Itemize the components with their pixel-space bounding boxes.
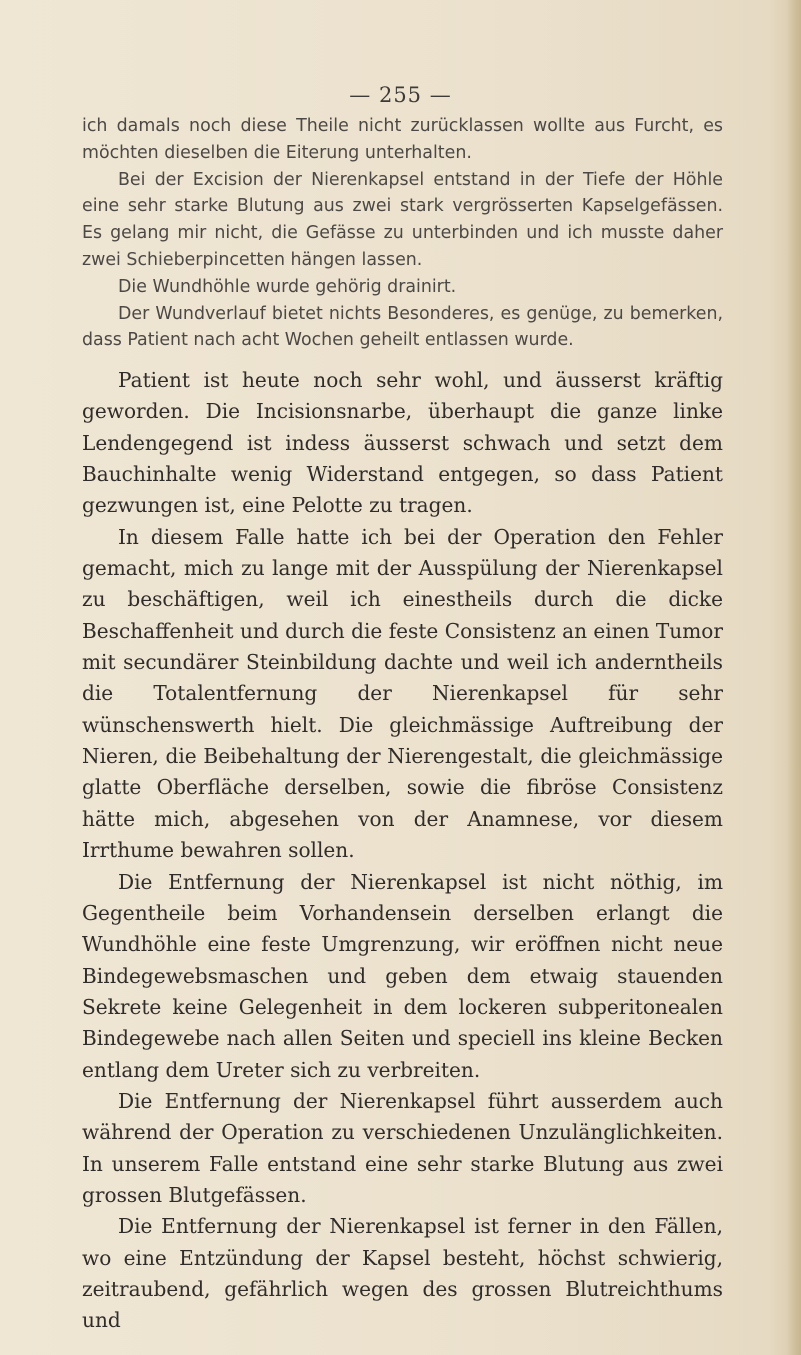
main-text-section	[82, 365, 723, 1337]
paragraph-continuation: ich damals noch diese Theile nicht zurücklassen wollte aus Furcht, es möchten dieselben die Eiterung unterhalten.	[82, 116, 723, 163]
paragraph-capsel-removal-problems: Die Entfernung der Nierenkapsel führt ausserdem auch während der Operation zu verschiedenen Unzulänglichkeiten. In unserem Falle entstand eine sehr starke Blutung aus zwei grossen Blutgefässen.	[82, 1088, 723, 1207]
paragraph-drainage: Die Wundhöhle wurde gehörig drainirt.	[118, 276, 457, 297]
paragraph-capsel-removal-inflammation: Die Entfernung der Nierenkapsel ist ferner in den Fällen, wo eine Entzündung der Kapsel besteht, höchst schwierig, zeitraubend, gefährlich wegen des grossen Blutreichthums und	[82, 1214, 723, 1333]
paragraph-excision-bleeding: Bei der Excision der Nierenkapsel entstand in der Tiefe der Höhle eine sehr starke Blutung aus zwei stark vergrösserten Kapselgefässen. Es gelang mir nicht, die Gefässe zu unterbinden und ich musste daher zwei Schieberpincetten hängen lassen.	[82, 169, 723, 270]
page-number: — 255 —	[349, 83, 452, 107]
paragraph-patient-status: Patient ist heute noch sehr wohl, und äusserst kräftig geworden. Die Incisionsnarbe, überhaupt die ganze linke Lendengegend ist indess äusserst schwach und setzt dem Bauchinhalte wenig Widerstand entgegen, so dass Patient gezwungen ist, eine Pelotte zu tragen.	[82, 368, 723, 518]
paragraph-capsel-removal-unnecessary: Die Entfernung der Nierenkapsel ist nicht nöthig, im Gegentheile beim Vorhandensein derselben erlangt die Wundhöhle eine feste Umgrenzung, wir eröffnen nicht neue Bindegewebsmaschen und geben dem etwaig stauenden Sekrete keine Gelegenheit in dem lockeren subperitonealen Bindegewebe nach allen Seiten und speciell ins kleine Becken entlang dem Ureter sich zu verbreiten.	[82, 869, 723, 1082]
paragraph-wound-course: Der Wundverlauf bietet nichts Besonderes, es genüge, zu bemerken, dass Patient nach acht Wochen geheilt entlassen wurde.	[82, 303, 723, 351]
page-edge-shadow	[787, 0, 801, 1355]
paragraph-operation-error: In diesem Falle hatte ich bei der Operation den Fehler gemacht, mich zu lange mit der Ausspülung der Nierenkapsel zu beschäftigen, weil ich einestheils durch die dicke Beschaffenheit und durch die feste Consistenz an einen Tumor mit secundärer Steinbildung dachte und weil ich anderntheils die Totalentfernung der Nierenkapsel für sehr wünschenswerth hielt. Die gleichmässige Auftreibung der Nieren, die Beibehaltung der Nierengestalt, die gleichmässige glatte Oberfläche derselben, sowie die fibröse Consistenz hätte mich, abgesehen von der Anamnese, vor diesem Irrthume bewahren sollen.	[82, 524, 723, 863]
top-text-section	[82, 113, 723, 354]
